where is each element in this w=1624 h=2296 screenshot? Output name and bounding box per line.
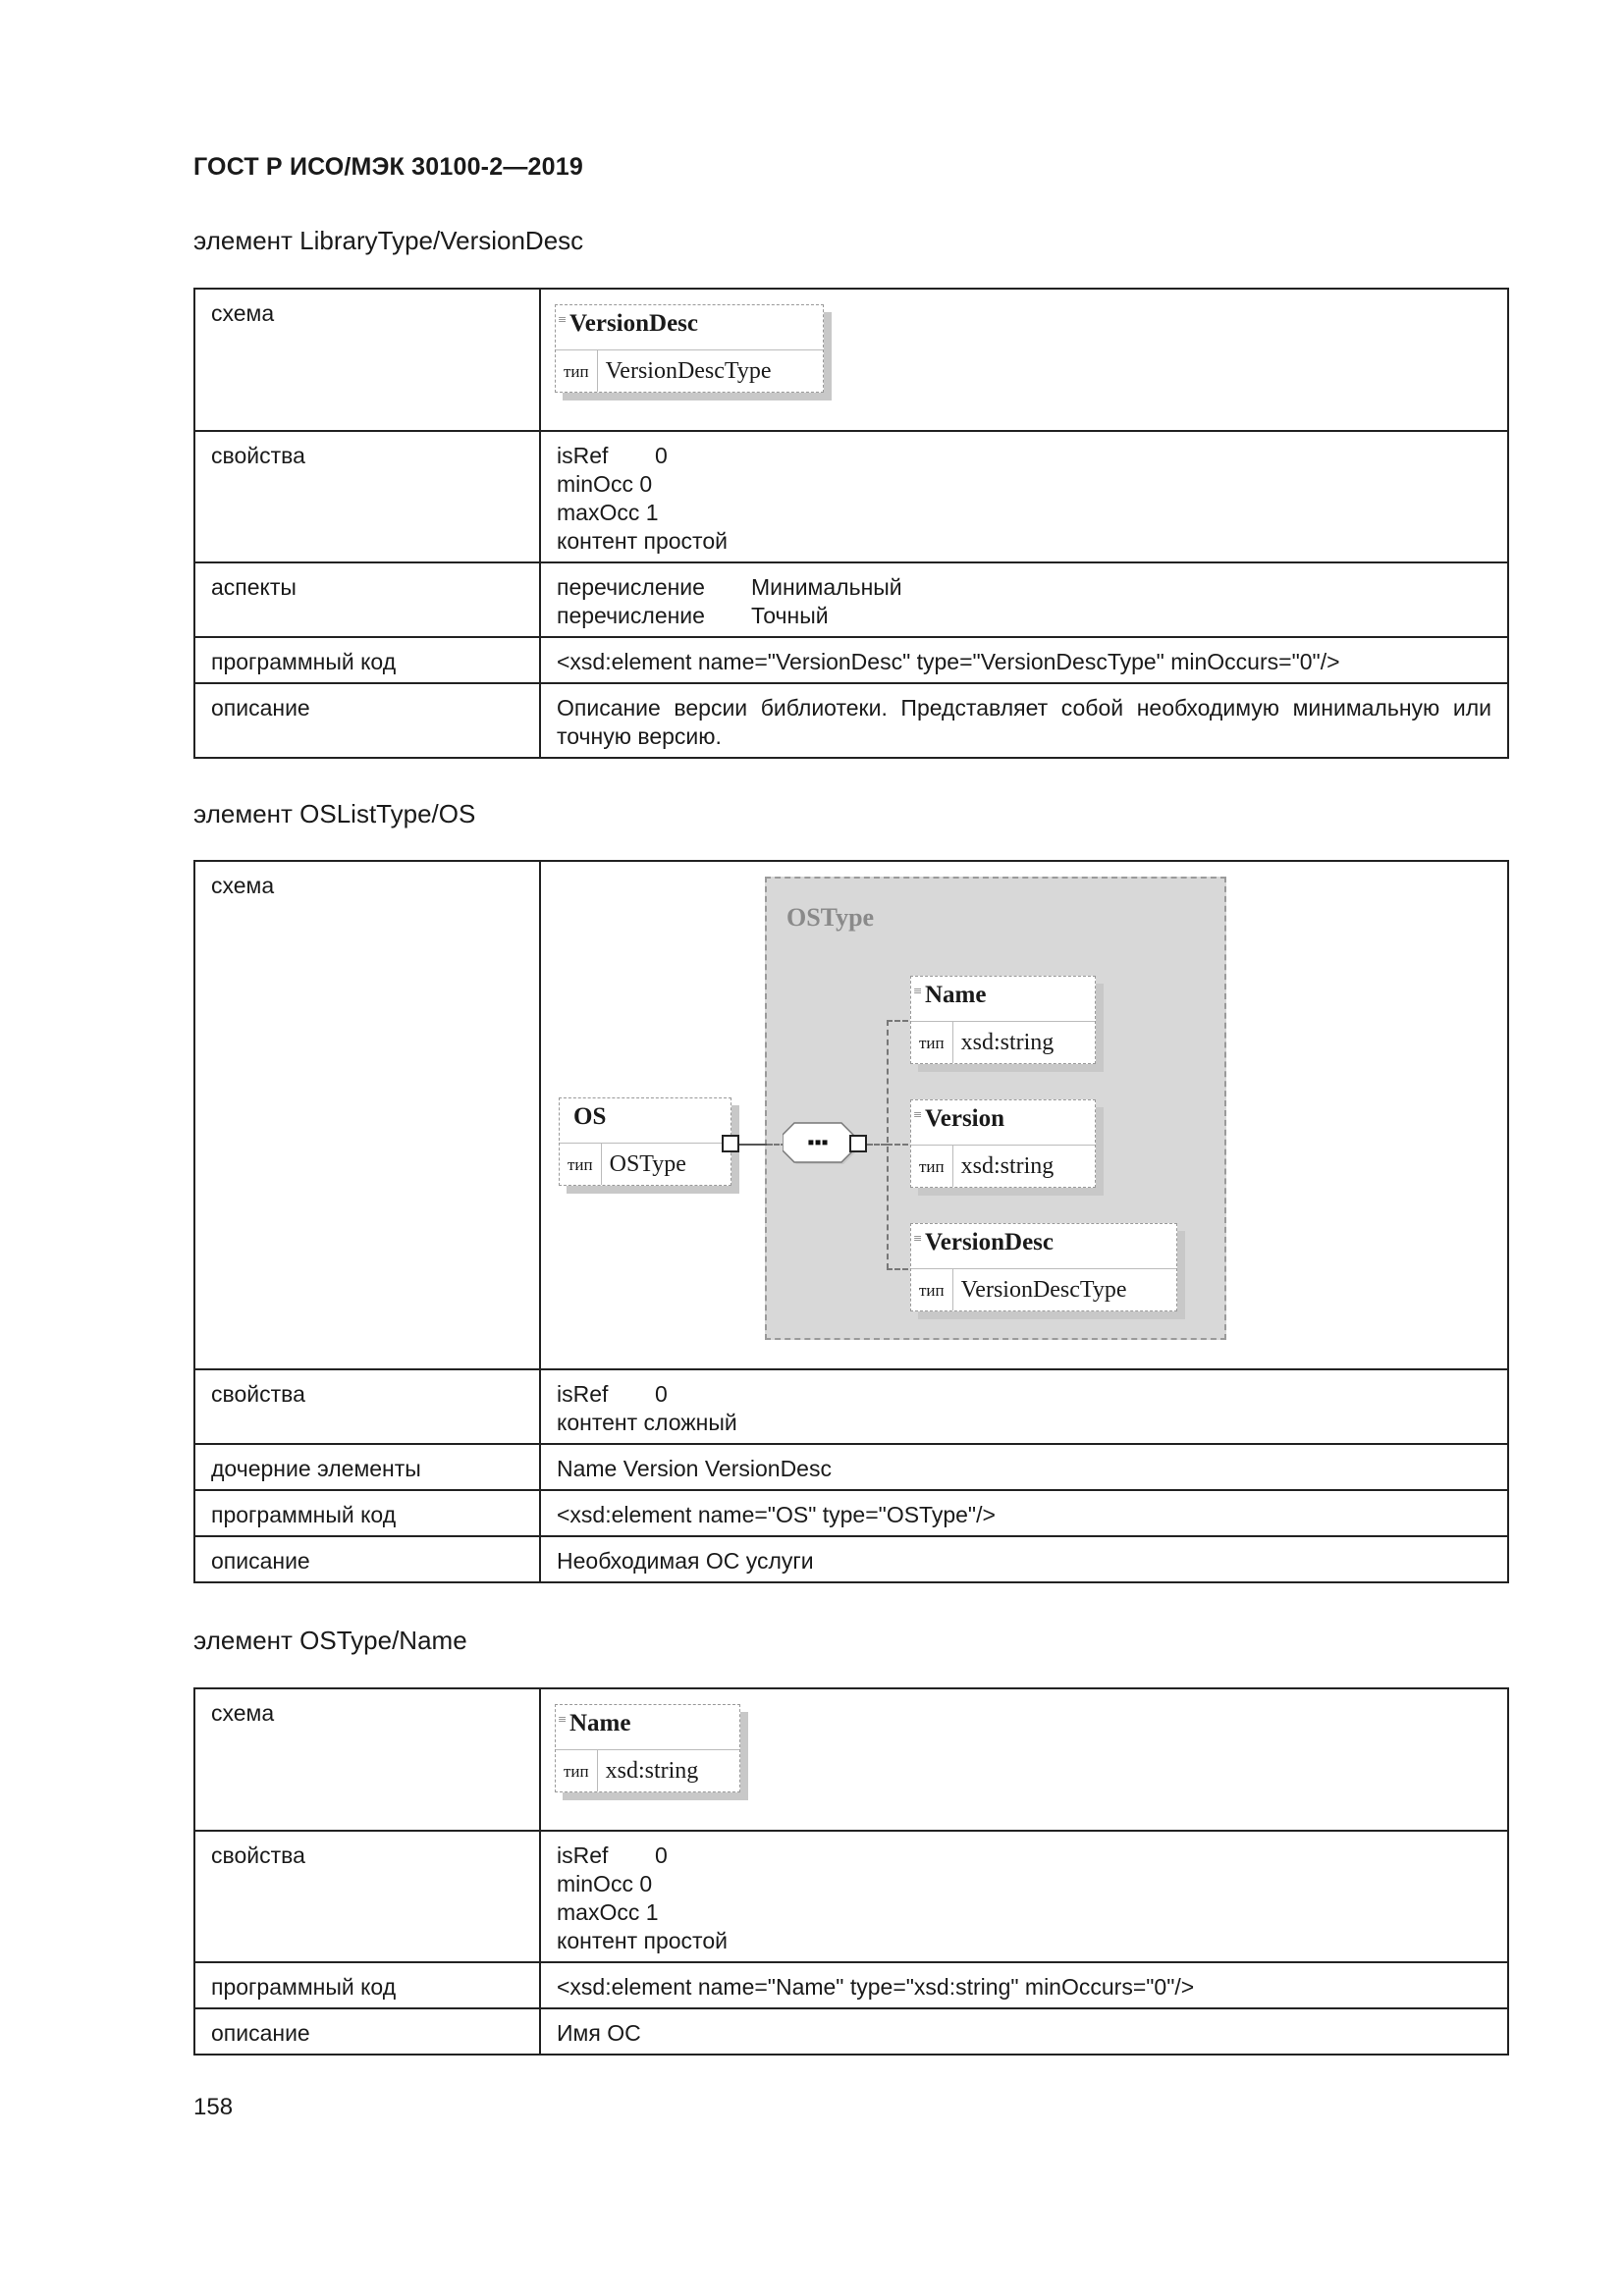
element-type: xsd:string — [960, 1152, 1055, 1179]
element-type: xsd:string — [960, 1029, 1055, 1055]
label-properties: свойства — [194, 1369, 540, 1444]
label-code: программный код — [194, 1490, 540, 1536]
label-description: описание — [194, 1536, 540, 1582]
element-type: VersionDescType — [960, 1276, 1127, 1303]
properties-cell — [540, 431, 1508, 562]
type-key: тип — [911, 1022, 953, 1063]
sequence-compositor-icon — [783, 1121, 857, 1168]
property-row: контент простой — [557, 1928, 728, 1953]
code-cell: <xsd:element name="VersionDesc" type="VersionDescType" minOccurs="0"/> — [540, 637, 1508, 683]
property-row: isRef 0 — [557, 1381, 668, 1407]
spec-table-name — [193, 1687, 1509, 2056]
element-box-versiondesc — [555, 304, 824, 393]
type-key: тип — [911, 1269, 953, 1310]
description-cell: Описание версии библиотеки. Представляет собой необходимую минимальную или точную версию. — [540, 683, 1508, 758]
element-box-name — [910, 976, 1096, 1064]
property-row: maxOcc 1 — [557, 500, 659, 525]
property-row: minOcc 0 — [557, 471, 653, 497]
description-cell: Необходимая ОС услуги — [540, 1536, 1508, 1582]
type-key: тип — [556, 350, 598, 392]
element-name: OS — [573, 1103, 607, 1130]
label-properties: свойства — [194, 1831, 540, 1962]
property-row: isRef 0 — [557, 1842, 668, 1868]
property-row: контент сложный — [557, 1410, 737, 1435]
element-box-versiondesc — [910, 1223, 1177, 1311]
label-code: программный код — [194, 637, 540, 683]
connector-line — [739, 1144, 767, 1146]
element-box-os — [559, 1097, 731, 1186]
schema-cell — [540, 1688, 1508, 1831]
sequence-symbol: ▪▪▪ — [807, 1132, 829, 1153]
element-name: VersionDesc — [925, 1229, 1055, 1255]
connector-line — [887, 1144, 908, 1146]
expand-square-icon[interactable] — [722, 1135, 739, 1152]
element-box-name — [555, 1704, 740, 1792]
element-name: Version — [925, 1105, 1005, 1132]
element-marker-icon: ≡ — [558, 1713, 568, 1726]
type-key: тип — [911, 1146, 953, 1187]
spec-table-os — [193, 860, 1509, 1583]
element-marker-icon: ≡ — [558, 313, 568, 326]
properties-cell — [540, 1831, 1508, 1962]
schema-cell — [540, 861, 1508, 1369]
property-row: isRef 0 — [557, 443, 668, 468]
section-title: элемент OSListType/OS — [193, 799, 476, 828]
element-type: VersionDescType — [605, 357, 772, 384]
spec-table-versiondesc — [193, 288, 1509, 759]
element-name: VersionDesc — [569, 310, 699, 337]
property-row: minOcc 0 — [557, 1871, 653, 1896]
properties-cell — [540, 1369, 1508, 1444]
description-cell: Имя ОС — [540, 2008, 1508, 2055]
section-title: элемент OSType/Name — [193, 1626, 467, 1655]
code-cell: <xsd:element name="OS" type="OSType"/> — [540, 1490, 1508, 1536]
type-key: тип — [560, 1144, 602, 1185]
element-name: Name — [925, 982, 987, 1008]
expand-square-icon[interactable] — [849, 1135, 867, 1152]
label-facets: аспекты — [194, 562, 540, 637]
element-box-version — [910, 1099, 1096, 1188]
label-schema: схема — [194, 861, 540, 1369]
label-code: программный код — [194, 1962, 540, 2008]
facet-row: перечисление Минимальный — [557, 574, 902, 600]
document-header: ГОСТ Р ИСО/МЭК 30100-2—2019 — [193, 153, 583, 181]
element-type: OSType — [609, 1150, 686, 1177]
label-description: описание — [194, 683, 540, 758]
facets-cell — [540, 562, 1508, 637]
label-schema: схема — [194, 1688, 540, 1831]
schema-cell — [540, 289, 1508, 431]
property-row: maxOcc 1 — [557, 1899, 659, 1925]
element-marker-icon: ≡ — [913, 985, 923, 997]
code-cell: <xsd:element name="Name" type="xsd:string" minOccurs="0"/> — [540, 1962, 1508, 2008]
label-description: описание — [194, 2008, 540, 2055]
connector-line — [867, 1144, 887, 1146]
connector-line — [887, 1268, 908, 1270]
element-type: xsd:string — [605, 1757, 699, 1784]
element-name: Name — [569, 1710, 631, 1736]
connector-line — [887, 1020, 908, 1022]
facet-row: перечисление Точный — [557, 603, 829, 628]
label-properties: свойства — [194, 431, 540, 562]
children-cell: Name Version VersionDesc — [540, 1444, 1508, 1490]
label-schema: схема — [194, 289, 540, 431]
ostype-group-label: OSType — [786, 903, 875, 932]
property-row: контент простой — [557, 528, 728, 554]
page-number: 158 — [193, 2094, 234, 2120]
element-marker-icon: ≡ — [913, 1108, 923, 1121]
label-children: дочерние элементы — [194, 1444, 540, 1490]
element-marker-icon: ≡ — [913, 1232, 923, 1245]
type-key: тип — [556, 1750, 598, 1791]
section-title: элемент LibraryType/VersionDesc — [193, 226, 584, 255]
